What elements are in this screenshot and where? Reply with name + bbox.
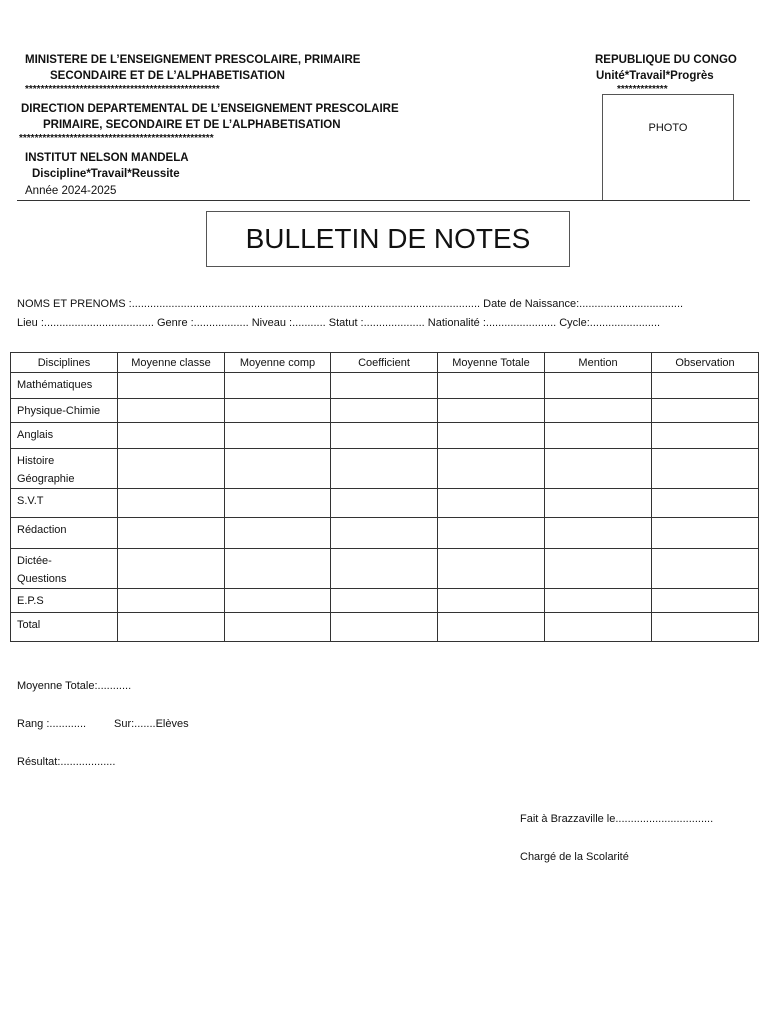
- grade-cell[interactable]: [438, 423, 545, 449]
- rang-field[interactable]: Rang :............: [17, 718, 87, 730]
- discipline-line: Questions: [17, 573, 67, 585]
- grade-cell[interactable]: [545, 399, 652, 423]
- separator-stars-1: **************************************************: [25, 84, 220, 95]
- fait-a-brazzaville-field[interactable]: Fait à Brazzaville le................................: [520, 813, 714, 825]
- charge-scolarite-label: Chargé de la Scolarité: [520, 851, 629, 863]
- grade-cell[interactable]: [545, 373, 652, 399]
- grade-cell[interactable]: [118, 373, 225, 399]
- grade-cell[interactable]: [545, 589, 652, 613]
- grade-cell[interactable]: [545, 423, 652, 449]
- grade-cell[interactable]: [118, 589, 225, 613]
- table-row: [11, 449, 759, 489]
- sur-eleves-field[interactable]: Sur:.......Elèves: [114, 718, 189, 730]
- col-moyenne-comp: Moyenne comp: [225, 353, 331, 373]
- grade-cell[interactable]: [118, 489, 225, 518]
- grade-cell[interactable]: [438, 589, 545, 613]
- table-row: [11, 589, 759, 613]
- grade-cell[interactable]: [225, 518, 331, 549]
- resultat-field[interactable]: Résultat:..................: [17, 756, 116, 768]
- grade-cell[interactable]: [545, 449, 652, 489]
- ministry-line-1: MINISTERE DE L’ENSEIGNEMENT PRESCOLAIRE, PRIMAIRE: [25, 54, 361, 66]
- grade-cell[interactable]: [225, 423, 331, 449]
- table-row: [11, 423, 759, 449]
- grade-cell[interactable]: [118, 518, 225, 549]
- grade-cell[interactable]: [438, 518, 545, 549]
- grade-cell[interactable]: [331, 489, 438, 518]
- institute-motto: Discipline*Travail*Reussite: [32, 168, 180, 180]
- grade-cell[interactable]: [331, 373, 438, 399]
- discipline-line: Géographie: [17, 473, 75, 485]
- grade-cell[interactable]: [225, 613, 331, 642]
- grade-cell[interactable]: [225, 489, 331, 518]
- institute-name: INSTITUT NELSON MANDELA: [25, 152, 189, 164]
- grade-cell[interactable]: [438, 613, 545, 642]
- grade-cell[interactable]: [652, 489, 759, 518]
- grade-cell[interactable]: [118, 423, 225, 449]
- table-row: [11, 373, 759, 399]
- photo-label: PHOTO: [648, 122, 688, 134]
- col-mention: Mention: [545, 353, 652, 373]
- grade-cell[interactable]: [331, 613, 438, 642]
- grade-cell[interactable]: [652, 449, 759, 489]
- student-details-field[interactable]: Lieu :.................................... Genre :.................. Niveau :........... Statut :.................... Nationalité :....................... Cycle:.......................: [17, 317, 661, 329]
- grade-cell[interactable]: [438, 489, 545, 518]
- grade-cell[interactable]: [225, 589, 331, 613]
- discipline-cell: Rédaction: [11, 518, 118, 549]
- grade-cell[interactable]: [331, 518, 438, 549]
- grades-table: [10, 352, 759, 642]
- grade-cell[interactable]: [331, 549, 438, 589]
- document-title: BULLETIN DE NOTES: [206, 211, 570, 267]
- grade-cell[interactable]: [225, 449, 331, 489]
- grade-cell[interactable]: [545, 549, 652, 589]
- grade-cell[interactable]: [331, 449, 438, 489]
- grade-cell[interactable]: [118, 449, 225, 489]
- grade-cell[interactable]: [545, 518, 652, 549]
- discipline-cell: [11, 449, 118, 489]
- grade-cell[interactable]: [225, 373, 331, 399]
- discipline-line: Dictée-: [17, 555, 52, 567]
- grade-cell[interactable]: [438, 399, 545, 423]
- table-row: [11, 399, 759, 423]
- grade-cell[interactable]: [118, 613, 225, 642]
- grade-cell[interactable]: [652, 518, 759, 549]
- grade-cell[interactable]: [545, 613, 652, 642]
- table-row: [11, 489, 759, 518]
- discipline-cell: [11, 549, 118, 589]
- table-row: [11, 518, 759, 549]
- moyenne-totale-field[interactable]: Moyenne Totale:...........: [17, 680, 132, 692]
- grade-cell[interactable]: [438, 373, 545, 399]
- grade-cell[interactable]: [652, 589, 759, 613]
- grade-cell[interactable]: [652, 399, 759, 423]
- col-moyenne-totale: Moyenne Totale: [438, 353, 545, 373]
- grade-cell[interactable]: [225, 549, 331, 589]
- grade-cell[interactable]: [331, 423, 438, 449]
- separator-stars-2: **************************************************: [19, 133, 214, 144]
- discipline-line: Histoire: [17, 455, 55, 467]
- discipline-cell: E.P.S: [11, 589, 118, 613]
- col-disciplines: Disciplines: [11, 353, 118, 373]
- discipline-cell: S.V.T: [11, 489, 118, 518]
- direction-line-2: PRIMAIRE, SECONDAIRE ET DE L’ALPHABETISATION: [43, 119, 341, 131]
- grade-cell[interactable]: [118, 549, 225, 589]
- grade-cell[interactable]: [652, 613, 759, 642]
- grade-cell[interactable]: [652, 549, 759, 589]
- ministry-line-2: SECONDAIRE ET DE L’ALPHABETISATION: [50, 70, 285, 82]
- country-stars: *************: [617, 84, 668, 95]
- grade-cell[interactable]: [438, 449, 545, 489]
- grade-cell[interactable]: [652, 373, 759, 399]
- grade-cell[interactable]: [438, 549, 545, 589]
- discipline-cell: Mathématiques: [11, 373, 118, 399]
- table-row: [11, 613, 759, 642]
- col-moyenne-classe: Moyenne classe: [118, 353, 225, 373]
- photo-box: [602, 94, 734, 201]
- country-name: REPUBLIQUE DU CONGO: [595, 54, 737, 66]
- grade-cell[interactable]: [225, 399, 331, 423]
- col-coefficient: Coefficient: [331, 353, 438, 373]
- direction-line-1: DIRECTION DEPARTEMENTAL DE L’ENSEIGNEMENT PRESCOLAIRE: [21, 103, 399, 115]
- header-divider: [17, 200, 750, 201]
- country-motto: Unité*Travail*Progrès: [596, 70, 714, 82]
- grade-cell[interactable]: [545, 489, 652, 518]
- grade-cell[interactable]: [118, 399, 225, 423]
- col-observation: Observation: [652, 353, 759, 373]
- table-header-row: [11, 353, 759, 373]
- grade-cell[interactable]: [652, 423, 759, 449]
- discipline-cell: Physique-Chimie: [11, 399, 118, 423]
- discipline-cell: Total: [11, 613, 118, 642]
- grade-cell[interactable]: [331, 399, 438, 423]
- grade-cell[interactable]: [331, 589, 438, 613]
- student-name-birth-field[interactable]: NOMS ET PRENOMS :.................................................................................................................. Date de Naissance:..................................: [17, 298, 684, 310]
- school-year: Année 2024-2025: [25, 185, 117, 197]
- discipline-cell: Anglais: [11, 423, 118, 449]
- table-row: [11, 549, 759, 589]
